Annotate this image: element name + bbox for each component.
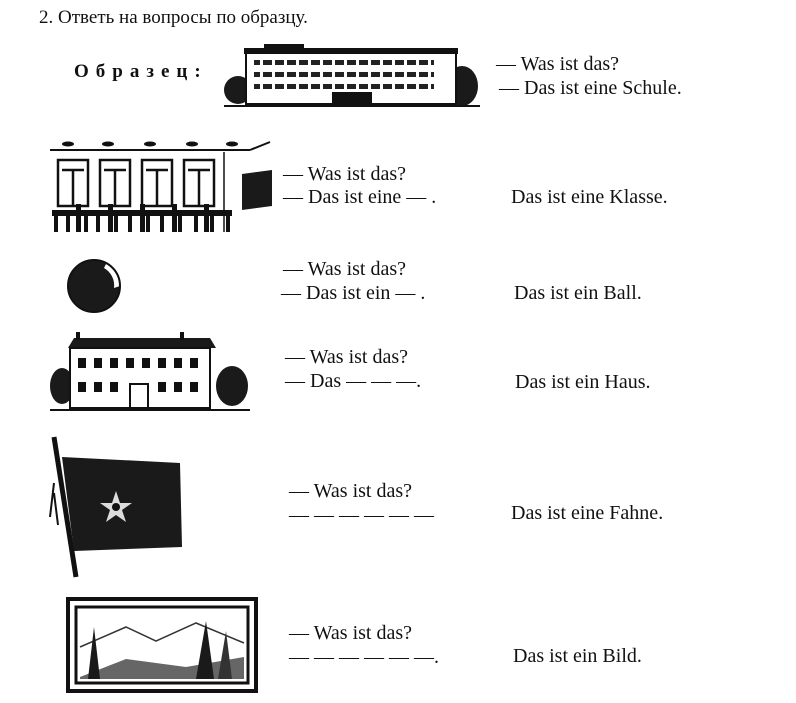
- item-question-5: — Was ist das?: [289, 622, 413, 644]
- framed-picture-icon: [66, 597, 258, 693]
- item-answer-2: Das ist ein Ball.: [514, 282, 642, 304]
- ball-icon: [66, 258, 122, 314]
- item-answer-1: Das ist eine Klasse.: [511, 186, 668, 208]
- item-question-4: — Was ist das?: [289, 480, 413, 502]
- flag-icon: [40, 433, 186, 581]
- item-prompt-3: — Das — — —.: [285, 370, 422, 392]
- item-prompt-4: — — — — — —: [289, 504, 434, 526]
- item-question-1: — Was ist das?: [283, 163, 407, 185]
- sample-answer: — Das ist eine Schule.: [499, 77, 682, 99]
- item-question-2: — Was ist das?: [283, 258, 407, 280]
- item-prompt-2: — Das ist ein — .: [281, 282, 426, 304]
- item-prompt-5: — — — — — —.: [289, 646, 439, 668]
- item-answer-3: Das ist ein Haus.: [515, 371, 651, 393]
- classroom-icon: [50, 140, 282, 236]
- exercise-title: 2. Ответь на вопросы по образцу.: [39, 7, 308, 28]
- item-answer-5: Das ist ein Bild.: [513, 645, 642, 667]
- sample-label: Образец:: [74, 61, 208, 82]
- item-prompt-1: — Das ist eine — .: [283, 186, 437, 208]
- item-answer-4: Das ist eine Fahne.: [511, 502, 664, 524]
- school-building-icon: [224, 42, 480, 112]
- sample-question: — Was ist das?: [496, 53, 620, 75]
- house-icon: [50, 330, 250, 414]
- item-question-3: — Was ist das?: [285, 346, 409, 368]
